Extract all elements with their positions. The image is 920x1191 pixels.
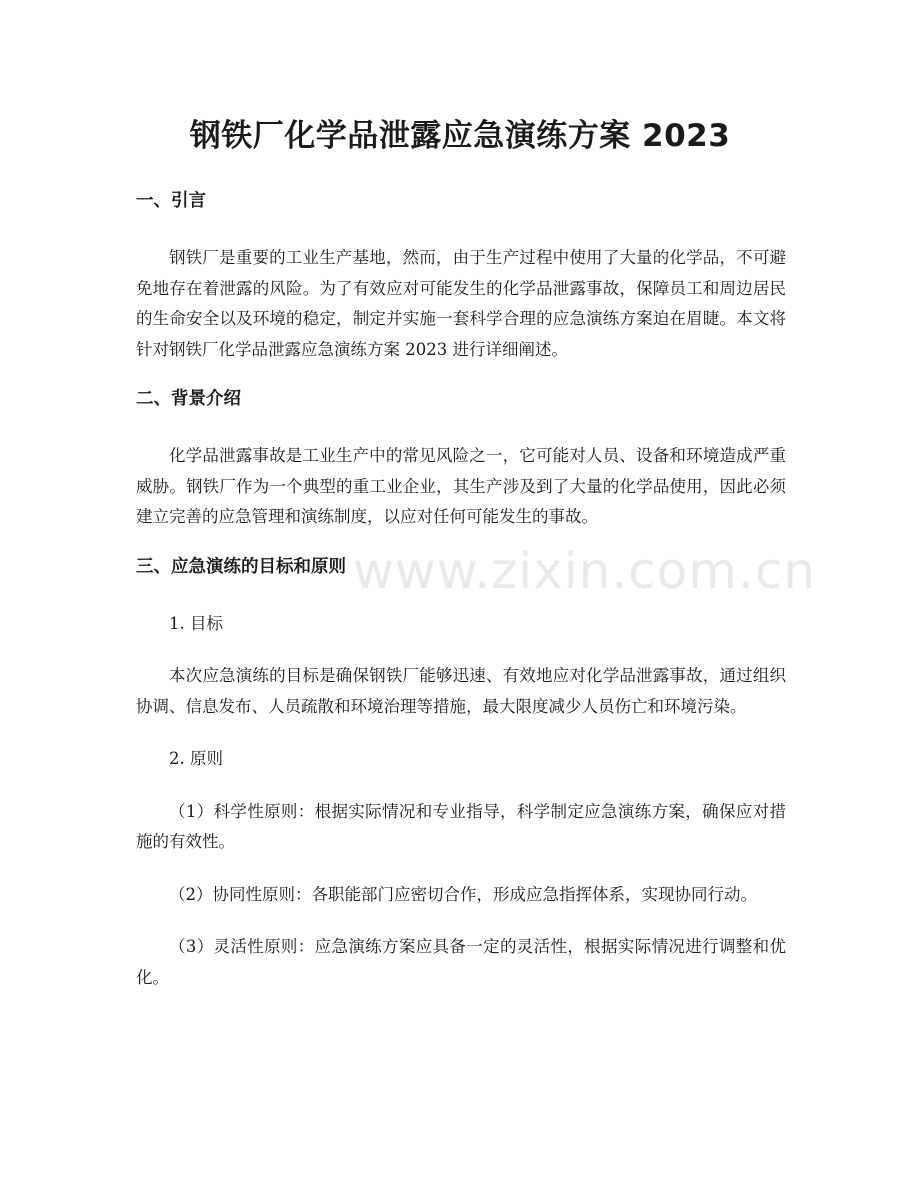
page-title: 钢铁厂化学品泄露应急演练方案 2023 — [189, 118, 731, 154]
watermark: www.zixin.com.cn — [353, 542, 817, 600]
principle-item: （1）科学性原则：根据实际情况和专业指导，科学制定应急演练方案，确保应对措施的有效性。 — [136, 801, 786, 851]
goal-paragraph: 本次应急演练的目标是确保钢铁厂能够迅速、有效地应对化学品泄露事故，通过组织协调、信息发布、人员疏散和环境治理等措施，最大限度减少人员伤亡和环境污染。 — [136, 666, 786, 716]
document-body — [136, 186, 786, 993]
introduction-paragraph: 钢铁厂是重要的工业生产基地，然而，由于生产过程中使用了大量的化学品，不可避免地存在着泄露的风险。为了有效应对可能发生的化学品泄露事故，保障员工和周边居民的生命安全以及环境的稳定，制定并实施一套科学合理的应急演练方案迫在眉睫。本文将针对钢铁厂化学品泄露应急演练方案 2023 进行详细阐述。 — [136, 248, 786, 359]
goal-label: 1. 目标 — [169, 613, 223, 633]
principle-label: 2. 原则 — [169, 749, 223, 768]
section-heading-goals-principles: 三、应急演练的目标和原则 — [136, 556, 346, 577]
background-paragraph: 化学品泄露事故是工业生产中的常见风险之一，它可能对人员、设备和环境造成严重威胁。钢铁厂作为一个典型的重工业企业，其生产涉及到了大量的化学品使用，因此必须建立完善的应急管理和演练制度，以应对任何可能发生的事故。 — [136, 446, 786, 526]
principle-item: （2）协同性原则：各职能部门应密切合作，形成应急指挥体系，实现协同行动。 — [169, 884, 757, 904]
section-heading-background: 二、背景介绍 — [136, 389, 241, 409]
section-heading-introduction: 一、引言 — [136, 191, 206, 211]
principle-item: （3）灵活性原则：应急演练方案应具备一定的灵活性，根据实际情况进行调整和优化。 — [136, 937, 786, 987]
